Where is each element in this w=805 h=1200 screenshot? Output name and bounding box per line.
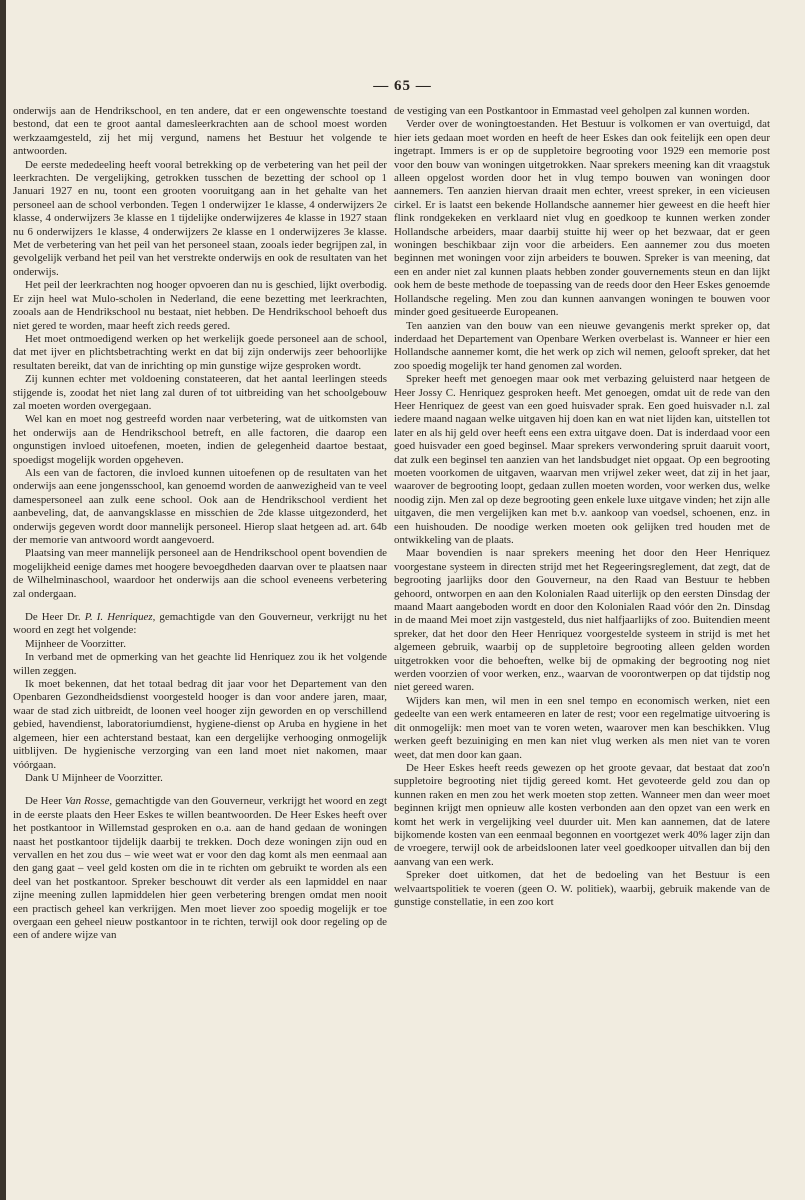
paragraph: Wijders kan men, wil men in een snel tempo en economisch werken, niet een gedeelte van een werk entameeren en later de rest; voor een regelmatige uitvoering is dit onmogelijk: men moet van te voren weten, waarover men kan beschikken. Vlug werken geeft bezuiniging en men kan niet vlug werken als men niet van te voren weet, dat men door kan gaan.	[394, 694, 770, 761]
paragraph: Ten aanzien van den bouw van een nieuwe gevangenis merkt spreker op, dat inderdaad het Departement van Openbare Werken overbelast is. Wanneer er hier een Hollandsche aannemer komt, die het werk op zich wil nemen, gelooft spreker, dat het zoo spoedig mogelijk ter hand genomen zal worden.	[394, 319, 770, 372]
intro-text: De Heer Dr.	[25, 611, 85, 624]
paragraph: Maar bovendien is naar sprekers meening het door den Heer Henriquez voorgestane systeem in directen strijd met het Regeeringsreglement, dat zegt, dat de begrooting jaarlijks door den Gouverneur, na den Raad van Bestuur te hebben gehoord, ontworpen en aan den Kolonialen Raad uiterlijk op den eersten Dinsdag der maand Maart aangeboden wordt en door den Kolonialen Raad vóór den 2n. Dinsdag in de maand Mei moet zijn vastgesteld, dus niet halfjaarlijks of zoo. Buitendien meent spreker, dat het door den Heer Henriquez voorgestelde systeem in strijd is met het algemeen gebruik, waarbij op de suppletoire begrooting alleen gelden worden uitgetrokken voor die behoeften, welke bij de opmaking der begrooting nog niet werden voorzien of voor werken, enz., waarvan de voorontwerpen op dat tijdstip nog niet gereed waren.	[394, 547, 770, 694]
paragraph: onderwijs aan de Hendrikschool, en ten andere, dat er een ongewenschte toestand bestond, dat een te groot aantal damesleerkrachten aan de school moest worden werkzaamgesteld, zij het mij vergund, namens het Bestuur het volgende te antwoorden.	[13, 105, 387, 158]
paragraph: In verband met de opmerking van het geachte lid Henriquez zou ik het volgende willen zeggen.	[13, 651, 387, 677]
right-column	[394, 105, 770, 909]
speaker-name: P. I. Henriquez,	[84, 611, 156, 624]
left-column	[13, 105, 387, 943]
paragraph: Het moet ontmoedigend werken op het werkelijk goede personeel aan de school, dat met ijver en plichtsbetrachting werkt en dat bij zijn onderwijs zeer behoorlijke resultaten bereikt, dat van de inrichting op min gunstige wijze gesproken wordt.	[13, 332, 387, 372]
paragraph: Wel kan en moet nog gestreefd worden naar verbetering, wat de uitkomsten van het onderwijs aan de Hendrikschool betreft, en alle factoren, die daarop een ongunstigen invloed uitoefenen, moeten, indien de gelegenheid daartoe bestaat, spoedigst mogelijk worden opgeheven.	[13, 413, 387, 466]
speaker-intro	[13, 795, 387, 942]
intro-text: De Heer	[25, 795, 65, 808]
paragraph: De Heer Eskes heeft reeds gewezen op het groote gevaar, dat bestaat dat zoo'n suppletoire begrooting niet tijdig gereed komt. Het gevoteerde geld zou dan op kunnen raken en men zou het werk moeten stop zetten. Wanneer men dan weer moet beginnen krijgt men opnieuw alle kosten verbonden aan den opzet van een werk en komt het werk in vergelijking veel duurder uit. Men kan aannemen, dat de latere bijkomende kosten van een eenmaal begonnen en voortgezet werk 40% lager zijn dan de vroegere, terwijl ook de arbeidsloonen later veel goedkooper uitvallen dan bij den aanvang van een werk.	[394, 761, 770, 868]
paragraph: Mijnheer de Voorzitter.	[25, 637, 126, 650]
paragraph: Ik moet bekennen, dat het totaal bedrag dit jaar voor het Departement van den Openbaren Gezondheidsdienst voorgesteld hooger is dan voor andere jaren, maar, waar de stad zich uitbreidt, de loonen veel hooger zijn geworden en op verschillend gebied, havendienst, laboratoriumdienst, hygiene-dienst op Aruba en hygiene in het algemeen, hier een achterstand bestaat, kan een dergelijke verhooging onmogelijk uitblijven. De hygienische verzorging van een land moet niet nakomen, maar vóórgaan.	[13, 678, 387, 771]
page-edge	[0, 0, 6, 1200]
paragraph: Plaatsing van meer mannelijk personeel aan de Hendrikschool opent bovendien de mogelijkheid eenige dames met hoogere bevoegdheden daarvan over te plaatsen naar de Wilhelminaschool, waardoor het onderwijs aan die school eveneens verbetering zal ondergaan.	[13, 547, 387, 600]
paragraph: Dank U Mijnheer de Voorzitter.	[25, 771, 163, 784]
paragraph: Verder over de woningtoestanden. Het Bestuur is volkomen er van overtuigd, dat hier iets gedaan moet worden en heeft de heer Eskes dan ook feitelijk een open deur ingetrapt. Immers is er op de suppletoire begrooting voor 1929 een memorie post voor den bouw van woningen uitgetrokken. Naar sprekers meening kan dit vraagstuk alleen opgelost worden door het in vlug tempo bouwen van woningen door aannemers. Ten aanzien hiervan draait men echter, vreest spreker, in een vicieusen cirkel. Er is laatst een bekende Hollandsche aannemer hier geweest en die heeft hier flink rondgekeken en verklaard niet vlug en goedkoop te kunnen werken zonder Hollandsche arbeiders, maar daarbij stuitte hij weer op het bezwaar, dat er geen woningen beschikbaar zijn voor die arbeiders. Een aannemer zou dus moeten beginnen met woningen voor zijn arbeiders te bouwen. Spreker is van meening, dat een en ander niet zal kunnen plaats hebben zonder gouvernements steun en dan lijkt ook hem de beste methode de toepassing van de reeds door den Heer Eskes genoemde Hollandsche regeling. Men zou dan kunnen aanvangen woningen te bouwen voor minder goed gesitueerde Europeanen.	[394, 118, 770, 319]
paragraph: Zij kunnen echter met voldoening constateeren, dat het aantal leerlingen steeds stijgende is, zoodat het niet lang zal duren of tot uitbreiding van het schoolgebouw zal moeten worden overgegaan.	[13, 373, 387, 412]
intro-text: gemachtigde van den Gouverneur, verkrijgt nu het woord en zegt het volgende:	[13, 611, 388, 637]
paragraph: Spreker heeft met genoegen maar ook met verbazing geluisterd naar hetgeen de Heer Jossy C. Henriquez gesproken heeft. Met genoegen, omdat uit de rede van den Heer Henriquez de geest van een goed huisvader sprak. Een goed huisvader n.l. zal iedere maand nagaan welke uitgaven hij doen kan en wat niet lijden kan, uitstellen tot later en als hij geld over heeft eens een extra uitgave doen. Dat is inderdaad voor een goed huisvader een goed beginsel. Maar sprekers verwondering spruit daaruit voort, dat zulk een beginsel ten aanzien van het landsbudget niet opgaat. Op een begrooting moeten voorkomen de uitgaven, waarvan men vrijwel zeker weet, dat zij in het jaar, waarover de begrooting loopt, gedaan zullen moeten worden, voor werken dus, welke noodig zijn. Men zal op deze begrooting geen enkele luxe uitgave vinden; het zijn alle uitgaven, die men vergelijken kan met b.v. aankoop van voedsel, schoenen, enz. in een huishouden. De noodige werken moeten ook gelijken tred houden met de ontwikkeling van de plaats.	[394, 373, 770, 546]
intro-text: gemachtigde van den Gouverneur, verkrijgt het woord en zegt in de eerste plaats den Heer Eskes te willen beantwoorden. De Heer Eskes heeft over het postkantoor in Willemstad gesproken en o.a. aan de hand gedaan de woningen naast het postkantoor tijdelijk daarbij te trekken. Doch deze woningen zijn oud en vervallen en het zou dus – wie weet wat er voor den dag komt als men eenmaal aan den gang gaat – veel geld kosten om die in te richten om gebruikt te worden als een deel van het postkantoor. Spreker beschouwt dit verder als een lapmiddel en naar zijne meening zullen lapmiddelen hier geen verbetering brengen omdat men nooit een practisch geheel kan verkrijgen. Men moet liever zoo spoedig mogelijk er toe overgaan een geheel nieuw postkantoor in te richten, terwijl ook door regeling op de een of andere wijze van	[13, 795, 387, 942]
paragraph: Als een van de factoren, die invloed kunnen uitoefenen op de resultaten van het onderwijs aan eene jongensschool, kan genoemd worden de aanwezigheid van te veel damespersoneel aan zulk eene school. Ook aan de Hendrikschool verdient het aanbeveling, dat, de aanvangsklasse en misschien de 2de klasse uitgezonderd, het onderwijs gegeven wordt door mannelijk personeel. Hierop slaat hetgeen ad. art. 64b der memorie van antwoord wordt aangevoerd.	[13, 466, 387, 546]
page-number: — 65 —	[373, 78, 432, 94]
paragraph: De eerste mededeeling heeft vooral betrekking op de verbetering van het peil der leerkrachten. De vergelijking, getrokken tusschen de bezetting der school op 1 Januari 1927 en nu, toont een grooten vooruitgang aan in het gehalte van het personeel aan de school verbonden. Tegen 1 onderwijzer 1e klasse, 4 onderwijzers 2e klasse, 4 onderwijzers 3e klasse en 1 tijdelijke onderwijzeres 4e klasse in 1927 staan nu 6 onderwijzers 1e klasse, 4 onderwijzers 2e klasse en 1 onderwijzeres 3e klasse. Met de verbetering van het peil van het personeel staan, zooals ieder begrijpen zal, in gevolgelijk verband het peil van het verstrekte onderwijs en ook de resultaten van het onderwijs.	[13, 158, 387, 278]
speaker-intro	[13, 611, 387, 638]
speaker-name: Van Rosse,	[64, 795, 113, 808]
paragraph: Spreker doet uitkomen, dat het de bedoeling van het Bestuur is een welvaartspolitiek te voeren (geen O. W. politiek), waarbij, gebruik makende van de gunstige constellatie, in een zoo kort	[394, 869, 770, 908]
paragraph: Het peil der leerkrachten nog hooger opvoeren dan nu is geschied, lijkt overbodig. Er zijn heel wat Mulo-scholen in Nederland, die eene bezetting met leerkrachten, zooals aan de Hendrikschool nu bestaat, niet hebben. De Hendrikschool behoeft dus niet gered te worden, maar heeft zich reeds gered.	[13, 279, 387, 332]
paragraph: de vestiging van een Postkantoor in Emmastad veel geholpen zal kunnen worden.	[394, 105, 750, 117]
